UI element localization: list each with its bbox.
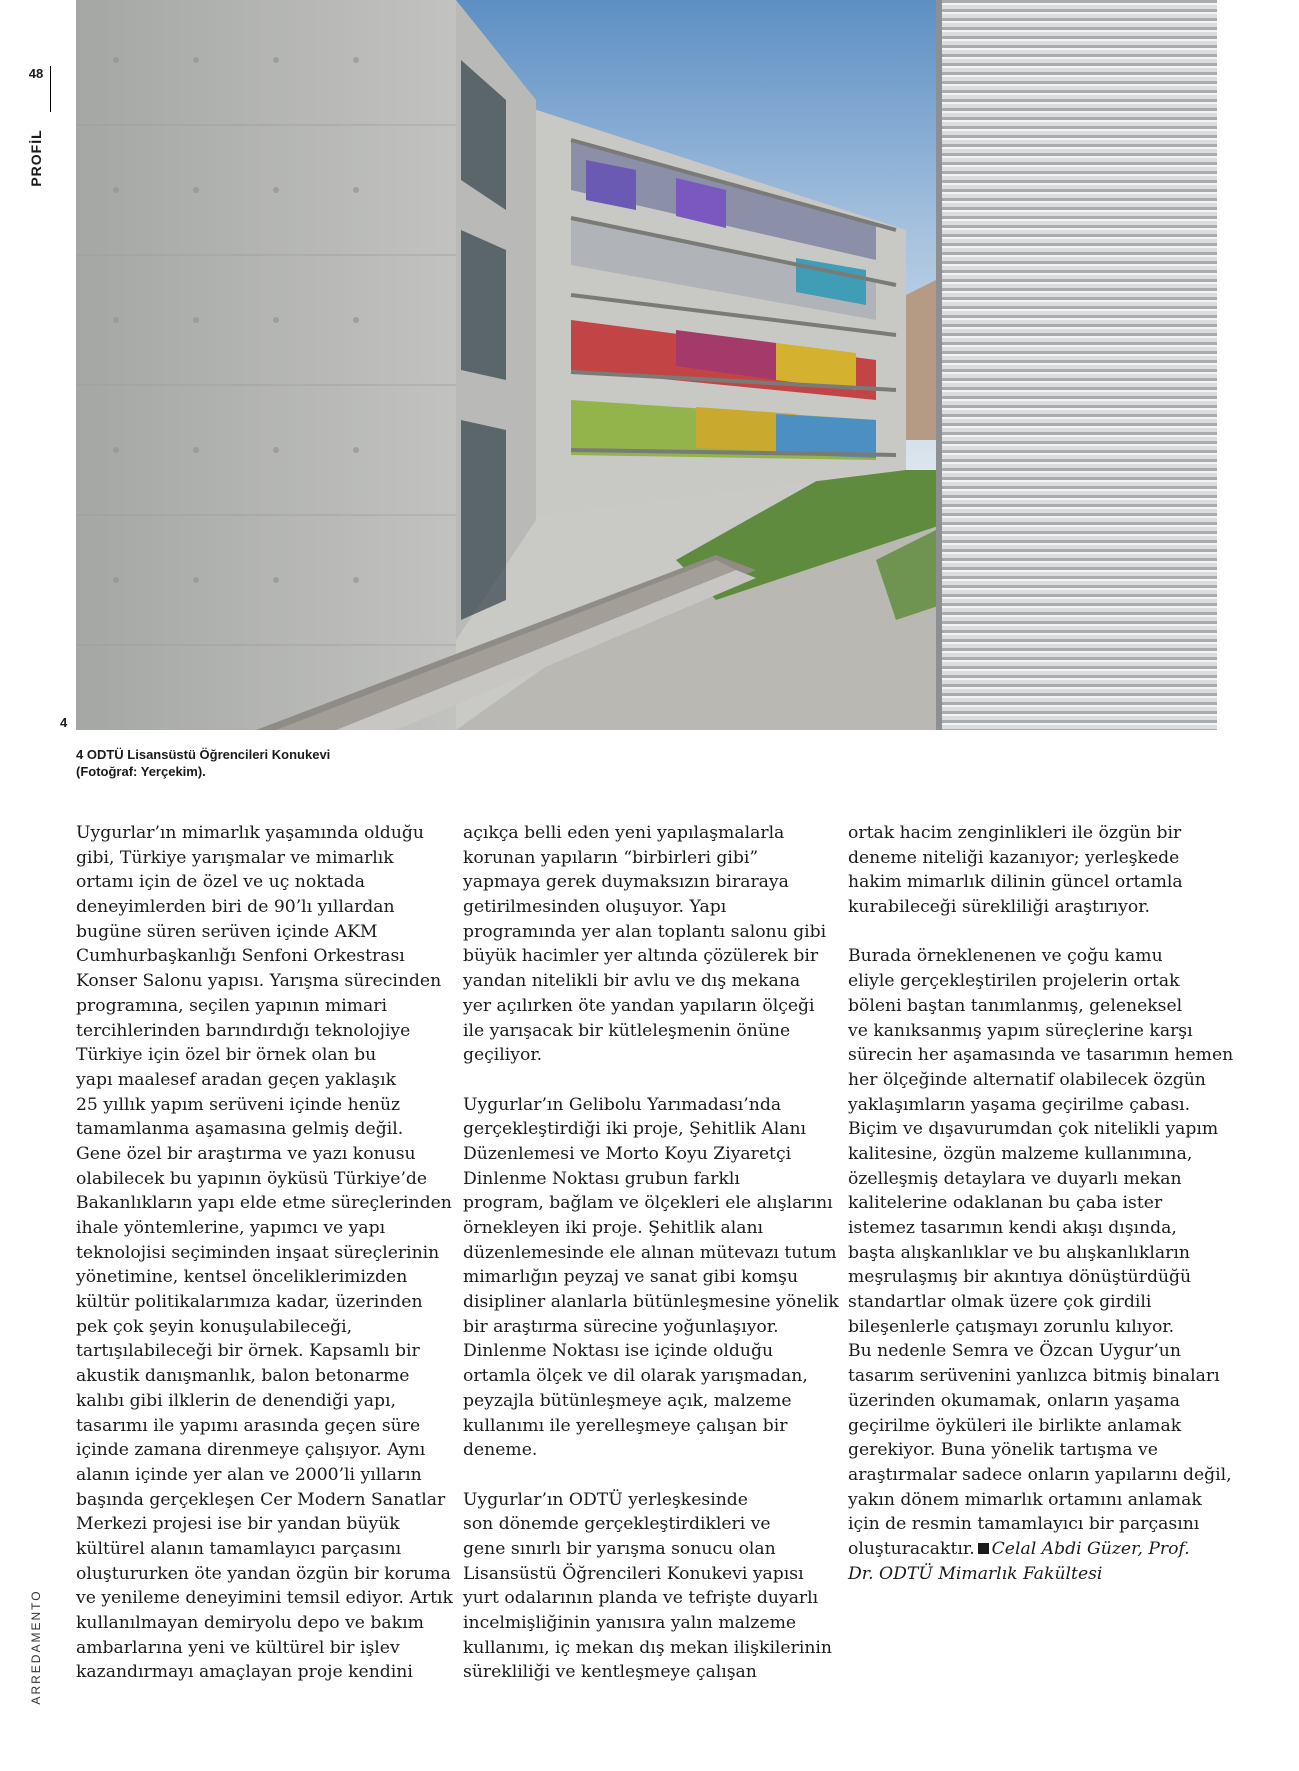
text-line: içinde zamana direnmeye çalışıyor. Aynı [76, 1440, 426, 1461]
text-line: gerçekleştirdiği iki proje, Şehitlik Alanı [463, 1119, 807, 1140]
text-line: standartlar olmak üzere çok girdili [848, 1292, 1152, 1313]
text-line: sürekliliği ve kentleşmeye çalışan [463, 1662, 757, 1683]
text-line: başta alışkanlıklar ve bu alışkanlıkların [848, 1242, 1190, 1263]
text-line: Konser Salonu yapısı. Yarışma sürecinden [76, 971, 442, 992]
author-signature: Celal Abdi Güzer, Prof. [991, 1538, 1190, 1559]
text-line: teknolojisi seçiminden inşaat süreçlerinin [76, 1242, 440, 1263]
text-line: korunan yapıların “birbirleri gibi” [463, 847, 759, 868]
text-line: tasarım serüvenini yanlızca bitmiş binaları [848, 1366, 1220, 1387]
text-line: yönetimine, kentsel önceliklerimizden [76, 1267, 408, 1288]
section-label: PROFİL [28, 129, 44, 187]
text-line: ve yenileme deneyimini temsil ediyor. Artık [76, 1588, 453, 1609]
text-line: mimarlığın peyzaj ve sanat gibi komşu [463, 1267, 799, 1288]
figure-caption [76, 746, 476, 780]
text-line: bir araştırma sürecine yoğunlaşıyor. [463, 1316, 779, 1337]
page-number: 48 [28, 66, 44, 81]
author-affiliation: Dr. ODTÜ Mimarlık Fakültesi [848, 1563, 1103, 1584]
text-line: bileşenlerle çatışmayı zorunlu kılıyor. [848, 1316, 1175, 1337]
text-line: program, bağlam ve ölçekleri ele alışlarını [463, 1193, 833, 1214]
paragraph-gap [848, 920, 1218, 945]
page-number-rule [50, 66, 51, 112]
text-line: bugüne süren serüven içinde AKM [76, 921, 378, 942]
text-line: ve kanıksanmış yapım süreçlerine karşı [848, 1020, 1193, 1041]
text-line: açıkça belli eden yeni yapılaşmalarla [463, 823, 785, 843]
text-line: yakın dönem mimarlık ortamını anlamak [848, 1489, 1202, 1510]
text-line: Dinlenme Noktası grubun farklı [463, 1168, 740, 1189]
text-line: istemez tasarımın kendi akışı dışında, [848, 1218, 1177, 1238]
text-line: peyzajla bütünleşmeye açık, malzeme [463, 1390, 792, 1411]
text-line: ortamı için de özel ve uç noktada [76, 872, 366, 893]
text-line: gerekiyor. Buna yönelik tartışma ve [848, 1440, 1158, 1461]
text-line: kurabileceği sürekliliği araştırıyor. [848, 897, 1151, 918]
text-line: oluşturacaktır. [848, 1538, 975, 1559]
end-mark-icon [978, 1543, 989, 1554]
text-line: 25 yıllık yapım serüveni içinde henüz [76, 1094, 401, 1115]
text-line: yer açılırken öte yandan yapıların ölçeği [463, 995, 815, 1016]
text-line: alanın içinde yer alan ve 2000’li yılların [76, 1464, 422, 1485]
paragraph-gap [463, 1463, 833, 1488]
text-line: incelmişliğinin yanısıra yalın malzeme [463, 1613, 797, 1633]
text-line: yapı maalesef aradan geçen yaklaşık [76, 1069, 397, 1090]
text-line: Biçim ve dışavurumdan çok nitelikli yapım [848, 1119, 1219, 1140]
text-line: ortak hacim zenginlikleri ile özgün bir [848, 823, 1182, 843]
text-line: Bu nedenle Semra ve Özcan Uygur’un [848, 1341, 1181, 1362]
text-column-2 [463, 821, 839, 1685]
text-line: kullanılmayan demiryolu depo ve bakım [76, 1613, 424, 1633]
text-line: sürecin her aşamasında ve tasarımın hemen [848, 1045, 1234, 1066]
signature-line [848, 1537, 1218, 1562]
text-line: kültürel alanın tamamlayıcı parçasını [76, 1538, 402, 1559]
magazine-name: ARREDAMENTO [29, 1589, 43, 1705]
text-line: deneme. [463, 1440, 538, 1461]
text-line: kullanımı ile yerelleşmeye çalışan bir [463, 1415, 788, 1436]
text-line: kalitelerine odaklanan bu çaba ister [848, 1193, 1163, 1214]
text-line: ile yarışacak bir kütleleşmenin önüne [463, 1020, 791, 1041]
text-line: kültür politikalarımıza kadar, üzerinden [76, 1292, 423, 1313]
text-line: örnekleyen iki proje. Şehitlik alanı [463, 1218, 764, 1238]
text-line: deneyimlerden biri de 90’lı yıllardan [76, 897, 395, 918]
paragraph-gap [463, 1068, 833, 1093]
text-line: Türkiye için özel bir örnek olan bu [76, 1045, 377, 1066]
text-column-1 [76, 821, 453, 1685]
text-line: oluştururken öte yandan özgün bir koruma [76, 1563, 451, 1584]
text-line: Burada örneklenenen ve çoğu kamu [848, 946, 1163, 967]
text-line: ihale yöntemlerine, yapımcı ve yapı [76, 1218, 386, 1238]
text-line: pek çok şeyin konuşulabileceği, [76, 1316, 353, 1337]
text-line: olabilecek bu yapının öyküsü Türkiye’de [76, 1168, 428, 1189]
text-line: Merkezi projesi ise bir yandan büyük [76, 1514, 400, 1535]
text-line: kalitesine, özgün malzeme kullanımına, [848, 1143, 1193, 1164]
text-line: akustik danışmanlık, balon betonarme [76, 1366, 410, 1387]
text-column-3 [848, 821, 1234, 1586]
text-line: Uygurlar’ın Gelibolu Yarımadası’nda [463, 1094, 782, 1115]
text-line: Lisansüstü Öğrencileri Konukevi yapısı [463, 1563, 804, 1584]
text-line: Düzenlemesi ve Morto Koyu Ziyaretçi [463, 1143, 792, 1164]
text-line: eliyle gerçekleştirilen projelerin ortak [848, 971, 1180, 992]
text-line: yurt odalarının planda ve tefrişte duyarlı [463, 1588, 819, 1609]
text-line: başında gerçekleşen Cer Modern Sanatlar [76, 1489, 446, 1510]
text-line: geçirilme öyküleri ile birlikte anlamak [848, 1415, 1182, 1436]
text-line: yandan nitelikli bir avlu ve dış mekana [463, 971, 801, 992]
text-line: deneme niteliği kazanıyor; yerleşkede [848, 847, 1180, 868]
text-line: düzenlemesinde ele alınan mütevazı tutum [463, 1242, 837, 1263]
text-line: Bakanlıkların yapı elde etme süreçlerinden [76, 1193, 452, 1214]
text-line: Dinlenme Noktası ise içinde olduğu [463, 1341, 774, 1362]
text-line: Uygurlar’ın ODTÜ yerleşkesinde [463, 1489, 748, 1510]
text-line: yaklaşımların yaşama geçirilme çabası. [848, 1094, 1191, 1115]
text-line: ambarlarına yeni ve kültürel bir işlev [76, 1637, 400, 1658]
text-line: kullanımı, iç mekan dış mekan ilişkilerinin [463, 1637, 832, 1658]
text-line: tamamlanma aşamasına gelmiş değil. [76, 1119, 404, 1140]
text-line: programında yer alan toplantı salonu gibi [463, 921, 827, 942]
text-line: meşrulaşmış bir akıntıya dönüştürdüğü [848, 1267, 1192, 1288]
text-line: Uygurlar’ın mimarlık yaşamında olduğu [76, 823, 424, 843]
text-line: ortamla ölçek ve dil olarak yarışmadan, [463, 1366, 808, 1387]
text-line: her ölçeğinde alternatif olabilecek özgün [848, 1069, 1206, 1090]
text-line: gene sınırlı bir yarışma sonucu olan [463, 1538, 776, 1559]
text-line: için de resmin tamamlayıcı bir parçasını [848, 1514, 1200, 1535]
text-line: gibi, Türkiye yarışmalar ve mimarlık [76, 847, 394, 868]
text-line: Gene özel bir araştırma ve yazı konusu [76, 1143, 416, 1164]
caption-line: (Fotoğraf: Yerçekim). [76, 764, 206, 779]
text-line: Cumhurbaşkanlığı Senfoni Orkestrası [76, 946, 405, 967]
text-line: hakim mimarlık dilinin güncel ortamla [848, 872, 1183, 893]
text-line: tasarımı ile yapımı arasında geçen süre [76, 1415, 421, 1436]
text-line: kazandırmayı amaçlayan proje kendini [76, 1662, 413, 1683]
text-line: büyük hacimler yer altında çözülerek bir [463, 946, 819, 967]
text-line: disipliner alanlarla bütünleşmesine yönelik [463, 1292, 839, 1313]
text-line: özelleşmiş detaylara ve duyarlı mekan [848, 1168, 1182, 1189]
text-line: tartışılabileceği bir örnek. Kapsamlı bir [76, 1341, 420, 1362]
text-line: araştırmalar sadece onların yapılarını değil, [848, 1464, 1232, 1485]
building-photo [76, 0, 1217, 730]
figure-number: 4 [60, 715, 68, 730]
text-line: programına, seçilen yapının mimari [76, 995, 387, 1016]
text-line: böleni baştan tanımlanmış, geleneksel [848, 995, 1183, 1016]
caption-line: 4 ODTÜ Lisansüstü Öğrencileri Konukevi [76, 747, 331, 762]
text-line: getirilmesinden oluşuyor. Yapı [463, 897, 727, 918]
text-line: kalıbı gibi ilklerin de denendiği yapı, [76, 1390, 396, 1411]
text-line: geçiliyor. [463, 1045, 543, 1066]
text-line: üzerinden okumamak, onların yaşama [848, 1390, 1181, 1411]
text-line: yapmaya gerek duymaksızın biraraya [463, 872, 789, 893]
text-line: son dönemde gerçekleştirdikleri ve [463, 1514, 771, 1535]
text-line: tercihlerinden barındırdığı teknolojiye [76, 1020, 411, 1041]
